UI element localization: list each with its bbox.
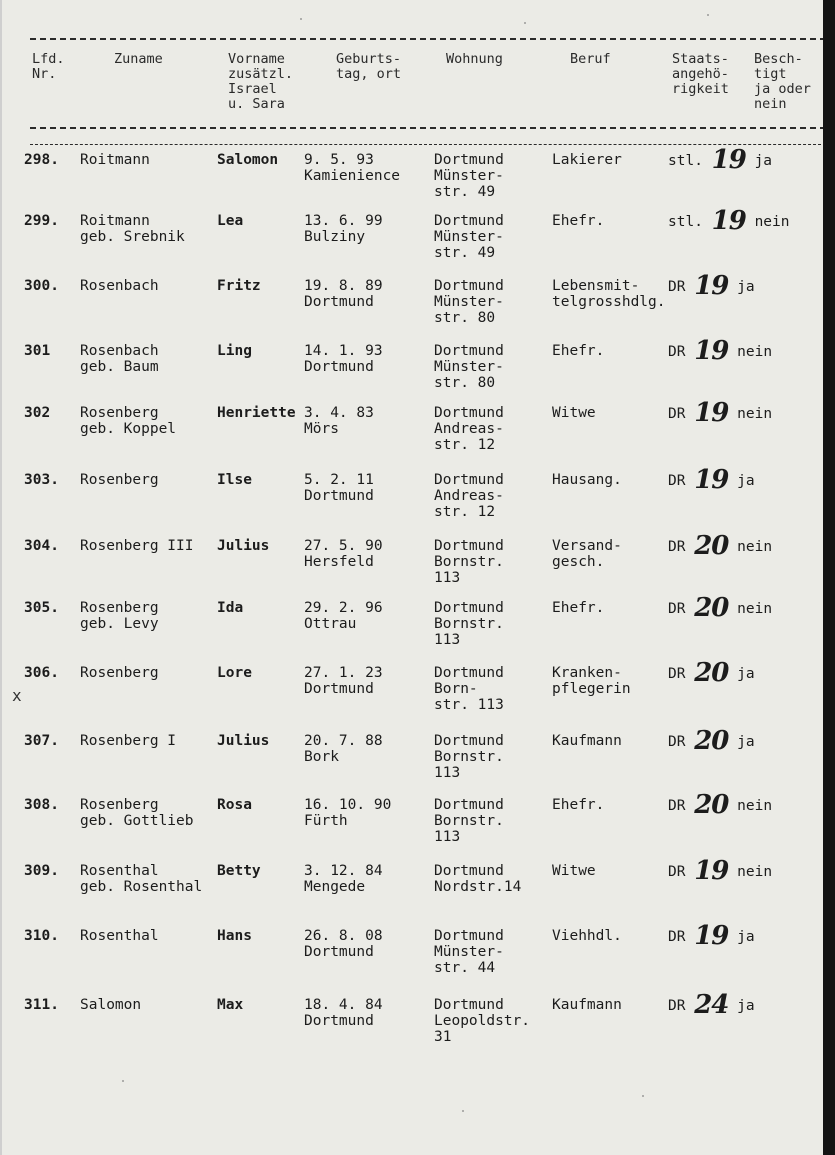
birth-date-place: 13. 6. 99 Bulziny bbox=[304, 213, 383, 245]
address: Dortmund Andreas- str. 12 bbox=[434, 405, 504, 453]
surname: Salomon bbox=[80, 997, 142, 1013]
occupation: Witwe bbox=[552, 405, 596, 421]
handwritten-list-number: 20 bbox=[694, 790, 729, 820]
birth-date-place: 27. 1. 23 Dortmund bbox=[304, 665, 383, 697]
handwritten-list-number: 20 bbox=[694, 593, 729, 623]
nationality: stl. bbox=[668, 214, 703, 230]
nationality: DR bbox=[668, 998, 686, 1014]
handwritten-list-number: 19 bbox=[694, 398, 729, 428]
employed-flag: ja bbox=[737, 734, 755, 750]
address: Dortmund Münster- str. 80 bbox=[434, 278, 504, 326]
table-row bbox=[2, 990, 822, 1057]
nationality: DR bbox=[668, 279, 686, 295]
speck bbox=[707, 14, 709, 16]
occupation: Versand- gesch. bbox=[552, 538, 622, 570]
table-row bbox=[2, 271, 822, 338]
header-bottom-rule bbox=[30, 127, 826, 129]
birth-date-place: 9. 5. 93 Kamienience bbox=[304, 152, 401, 184]
occupation: Witwe bbox=[552, 863, 596, 879]
occupation: Kaufmann bbox=[552, 997, 622, 1013]
firstname: Ilse bbox=[217, 472, 252, 488]
row-number: 300. bbox=[24, 278, 59, 294]
nationality-employment bbox=[668, 206, 790, 236]
employed-flag: ja bbox=[754, 153, 773, 169]
firstname: Julius bbox=[217, 733, 270, 749]
birth-date-place: 5. 2. 11 Dortmund bbox=[304, 472, 374, 504]
table-row bbox=[2, 856, 822, 923]
surname: Rosenthal geb. Rosenthal bbox=[80, 863, 203, 895]
nationality-employment bbox=[668, 593, 773, 623]
table-row bbox=[2, 593, 822, 660]
handwritten-list-number: 19 bbox=[694, 271, 729, 301]
surname: Rosenbach geb. Baum bbox=[80, 343, 159, 375]
firstname: Henriette bbox=[217, 405, 296, 421]
address: Dortmund Münster- str. 44 bbox=[434, 928, 504, 976]
firstname: Fritz bbox=[217, 278, 261, 294]
speck bbox=[122, 1080, 124, 1082]
occupation: Ehefr. bbox=[552, 600, 605, 616]
handwritten-list-number: 19 bbox=[711, 206, 746, 236]
row-number: 304. bbox=[24, 538, 59, 554]
handwritten-list-number: 20 bbox=[694, 726, 729, 756]
handwritten-list-number: 19 bbox=[711, 145, 746, 175]
surname: Roitmann geb. Srebnik bbox=[80, 213, 185, 245]
employed-flag: ja bbox=[737, 473, 755, 489]
employed-flag: ja bbox=[737, 998, 755, 1014]
address: Dortmund Bornstr. 113 bbox=[434, 538, 504, 586]
row-number: 308. bbox=[24, 797, 59, 813]
surname: Rosenberg geb. Koppel bbox=[80, 405, 177, 437]
handwritten-list-number: 19 bbox=[694, 465, 729, 495]
nationality: DR bbox=[668, 601, 686, 617]
employed-flag: nein bbox=[737, 864, 773, 880]
address: Dortmund Münster- str. 80 bbox=[434, 343, 504, 391]
nationality: DR bbox=[668, 798, 686, 814]
nationality: DR bbox=[668, 666, 686, 682]
row-number: 298. bbox=[24, 152, 59, 168]
address: Dortmund Bornstr. 113 bbox=[434, 600, 504, 648]
handwritten-list-number: 19 bbox=[694, 336, 729, 366]
firstname: Lea bbox=[217, 213, 244, 229]
address: Dortmund Münster- str. 49 bbox=[434, 152, 504, 200]
employed-flag: nein bbox=[737, 344, 773, 360]
firstname: Rosa bbox=[217, 797, 252, 813]
employed-flag: nein bbox=[737, 406, 773, 422]
header-nr: Lfd. Nr. bbox=[32, 51, 65, 82]
nationality-employment bbox=[668, 398, 773, 428]
birth-date-place: 18. 4. 84 Dortmund bbox=[304, 997, 383, 1029]
table-row bbox=[2, 658, 822, 725]
header-surname: Zuname bbox=[114, 51, 163, 67]
table-row bbox=[2, 921, 822, 988]
nationality: DR bbox=[668, 734, 686, 750]
table-row bbox=[2, 531, 822, 598]
header-second-rule bbox=[30, 144, 826, 145]
nationality: DR bbox=[668, 929, 686, 945]
nationality-employment bbox=[668, 658, 755, 688]
occupation: Ehefr. bbox=[552, 343, 605, 359]
speck bbox=[300, 18, 302, 20]
table-row bbox=[2, 465, 822, 532]
nationality: DR bbox=[668, 473, 686, 489]
row-number: 303. bbox=[24, 472, 59, 488]
address: Dortmund Münster- str. 49 bbox=[434, 213, 504, 261]
surname: Rosenberg I bbox=[80, 733, 177, 749]
occupation: Lakierer bbox=[552, 152, 622, 168]
occupation: Kranken- pflegerin bbox=[552, 665, 631, 697]
address: Dortmund Leopoldstr. 31 bbox=[434, 997, 531, 1045]
surname: Rosenberg geb. Levy bbox=[80, 600, 159, 632]
firstname: Ida bbox=[217, 600, 244, 616]
handwritten-list-number: 19 bbox=[694, 856, 729, 886]
surname: Rosenberg bbox=[80, 472, 159, 488]
nationality: DR bbox=[668, 864, 686, 880]
nationality-employment bbox=[668, 790, 773, 820]
occupation: Viehhdl. bbox=[552, 928, 622, 944]
birth-date-place: 29. 2. 96 Ottrau bbox=[304, 600, 383, 632]
employed-flag: ja bbox=[737, 929, 755, 945]
employed-flag: nein bbox=[754, 214, 790, 230]
row-number: 307. bbox=[24, 733, 59, 749]
row-number: 309. bbox=[24, 863, 59, 879]
address: Dortmund Nordstr.14 bbox=[434, 863, 522, 895]
occupation: Lebensmit- telgrosshdlg. bbox=[552, 278, 666, 310]
firstname: Julius bbox=[217, 538, 270, 554]
handwritten-list-number: 20 bbox=[694, 531, 729, 561]
employed-flag: ja bbox=[737, 279, 755, 295]
address: Dortmund Andreas- str. 12 bbox=[434, 472, 504, 520]
birth-date-place: 16. 10. 90 Fürth bbox=[304, 797, 392, 829]
table-row bbox=[2, 398, 822, 465]
occupation: Hausang. bbox=[552, 472, 622, 488]
birth-date-place: 3. 12. 84 Mengede bbox=[304, 863, 383, 895]
nationality-employment bbox=[668, 726, 755, 756]
address: Dortmund Born- str. 113 bbox=[434, 665, 504, 713]
surname: Rosenberg geb. Gottlieb bbox=[80, 797, 194, 829]
margin-mark: x bbox=[12, 686, 22, 705]
row-number: 311. bbox=[24, 997, 59, 1013]
table-row bbox=[2, 206, 822, 273]
header-job: Beruf bbox=[570, 51, 611, 67]
handwritten-list-number: 19 bbox=[694, 921, 729, 951]
nationality: DR bbox=[668, 406, 686, 422]
firstname: Salomon bbox=[217, 152, 279, 168]
nationality-employment bbox=[668, 465, 755, 495]
occupation: Ehefr. bbox=[552, 213, 605, 229]
surname: Rosenbach bbox=[80, 278, 159, 294]
header-address: Wohnung bbox=[446, 51, 503, 67]
nationality-employment bbox=[668, 145, 773, 175]
speck bbox=[462, 1110, 464, 1112]
nationality-employment bbox=[668, 856, 773, 886]
speck bbox=[524, 22, 526, 24]
employed-flag: nein bbox=[737, 601, 773, 617]
nationality-employment bbox=[668, 990, 755, 1020]
handwritten-list-number: 20 bbox=[694, 658, 729, 688]
table-row bbox=[2, 726, 822, 793]
birth-date-place: 20. 7. 88 Bork bbox=[304, 733, 383, 765]
occupation: Kaufmann bbox=[552, 733, 622, 749]
surname: Rosenberg bbox=[80, 665, 159, 681]
row-number: 305. bbox=[24, 600, 59, 616]
nationality: DR bbox=[668, 344, 686, 360]
nationality-employment bbox=[668, 531, 773, 561]
firstname: Ling bbox=[217, 343, 252, 359]
birth-date-place: 26. 8. 08 Dortmund bbox=[304, 928, 383, 960]
nationality: stl. bbox=[668, 153, 703, 169]
header-top-rule bbox=[30, 38, 826, 40]
header-birth: Geburts- tag, ort bbox=[336, 51, 402, 82]
speck bbox=[642, 1095, 644, 1097]
employed-flag: nein bbox=[737, 798, 773, 814]
row-number: 310. bbox=[24, 928, 59, 944]
header-firstname: Vorname zusätzl. Israel u. Sara bbox=[228, 51, 294, 112]
nationality: DR bbox=[668, 539, 686, 555]
table-row bbox=[2, 336, 822, 403]
handwritten-list-number: 24 bbox=[694, 990, 729, 1020]
birth-date-place: 14. 1. 93 Dortmund bbox=[304, 343, 383, 375]
address: Dortmund Bornstr. 113 bbox=[434, 733, 504, 781]
firstname: Betty bbox=[217, 863, 261, 879]
table-row bbox=[2, 790, 822, 857]
occupation: Ehefr. bbox=[552, 797, 605, 813]
row-number: 299. bbox=[24, 213, 59, 229]
row-number: 302 bbox=[24, 405, 51, 421]
nationality-employment bbox=[668, 336, 773, 366]
firstname: Lore bbox=[217, 665, 252, 681]
surname: Rosenthal bbox=[80, 928, 159, 944]
row-number: 301 bbox=[24, 343, 51, 359]
surname: Roitmann bbox=[80, 152, 150, 168]
birth-date-place: 19. 8. 89 Dortmund bbox=[304, 278, 383, 310]
employed-flag: nein bbox=[737, 539, 773, 555]
firstname: Hans bbox=[217, 928, 252, 944]
header-employed: Besch- tigt ja oder nein bbox=[754, 51, 811, 112]
nationality-employment bbox=[668, 271, 755, 301]
table-row bbox=[2, 145, 822, 212]
nationality-employment bbox=[668, 921, 755, 951]
employed-flag: ja bbox=[737, 666, 755, 682]
birth-date-place: 3. 4. 83 Mörs bbox=[304, 405, 374, 437]
address: Dortmund Bornstr. 113 bbox=[434, 797, 504, 845]
firstname: Max bbox=[217, 997, 244, 1013]
birth-date-place: 27. 5. 90 Hersfeld bbox=[304, 538, 383, 570]
header-nationality: Staats- angehö- rigkeit bbox=[672, 51, 729, 97]
surname: Rosenberg III bbox=[80, 538, 194, 554]
row-number: 306. bbox=[24, 665, 59, 681]
